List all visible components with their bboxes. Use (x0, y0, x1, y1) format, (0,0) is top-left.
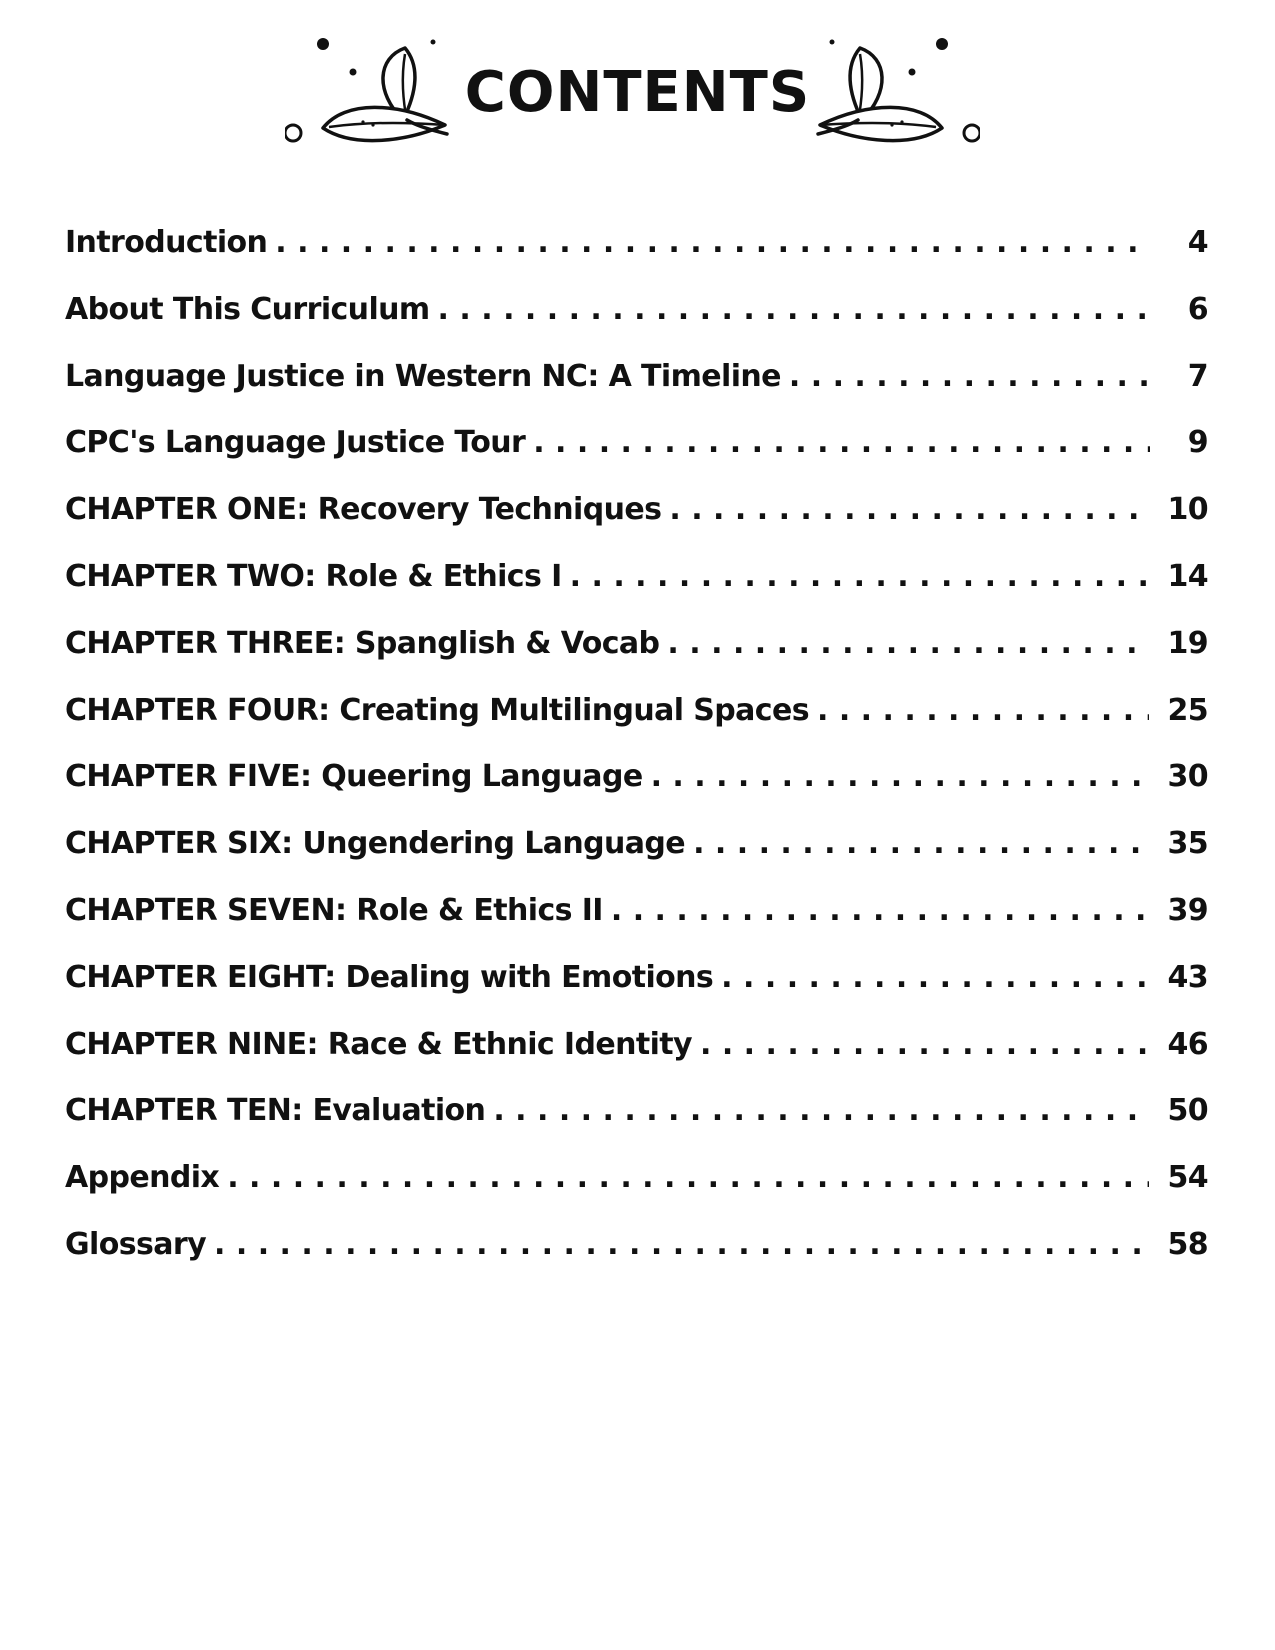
toc-page-number: 39 (1167, 892, 1208, 928)
toc-entry[interactable] (65, 492, 1208, 559)
toc-page-number: 30 (1167, 759, 1208, 795)
toc-page-number: 6 (1187, 291, 1208, 327)
toc-leader-dots (700, 1027, 1149, 1062)
toc-leader-dots (533, 425, 1150, 460)
toc-entry-title: Glossary (65, 1226, 207, 1262)
toc-entry[interactable] (65, 359, 1208, 426)
toc-entry[interactable] (65, 960, 1208, 1027)
toc-entry-title: CHAPTER SIX: Ungendering Language (65, 826, 686, 862)
toc-leader-dots (721, 960, 1149, 995)
toc-leader-dots (275, 225, 1150, 260)
toc-entry[interactable] (65, 1160, 1208, 1227)
toc-entry[interactable] (65, 693, 1208, 760)
toc-leader-dots (669, 492, 1149, 527)
toc-page-number: 25 (1167, 692, 1208, 728)
toc-leader-dots (651, 759, 1150, 794)
toc-leader-dots (214, 1227, 1149, 1262)
toc-entry[interactable] (65, 759, 1208, 826)
toc-entry[interactable] (65, 559, 1208, 626)
leaf-sprig-icon (810, 30, 980, 155)
toc-entry-title: CHAPTER ONE: Recovery Techniques (65, 492, 662, 528)
toc-page-number: 43 (1167, 959, 1208, 995)
toc-leader-dots (667, 626, 1149, 661)
toc-leader-dots (817, 693, 1149, 728)
toc-entry[interactable] (65, 425, 1208, 492)
toc-leader-dots (227, 1160, 1149, 1195)
toc-entry-title: Appendix (65, 1160, 220, 1196)
toc-entry-title: Language Justice in Western NC: A Timeline (65, 358, 781, 394)
page-title: CONTENTS (464, 60, 811, 125)
toc-entry-title: CPC's Language Justice Tour (65, 425, 526, 461)
toc-page-number: 14 (1167, 558, 1208, 594)
toc-entry-title: About This Curriculum (65, 291, 430, 327)
toc-entry[interactable] (65, 626, 1208, 693)
toc-entry-title: CHAPTER NINE: Race & Ethnic Identity (65, 1026, 692, 1062)
toc-entry-title: CHAPTER FOUR: Creating Multilingual Spaces (65, 692, 809, 728)
toc-leader-dots (438, 292, 1150, 327)
toc-entry-title: CHAPTER EIGHT: Dealing with Emotions (65, 959, 714, 995)
toc-leader-dots (493, 1093, 1149, 1128)
table-of-contents (65, 225, 1208, 1294)
toc-entry-title: CHAPTER FIVE: Queering Language (65, 759, 643, 795)
toc-page-number: 50 (1167, 1093, 1208, 1129)
toc-page-number: 46 (1167, 1026, 1208, 1062)
toc-leader-dots (693, 826, 1149, 861)
toc-entry-title: CHAPTER TEN: Evaluation (65, 1093, 486, 1129)
toc-entry-title: CHAPTER THREE: Spanglish & Vocab (65, 625, 660, 661)
toc-leader-dots (789, 359, 1150, 394)
toc-entry-title: Introduction (65, 225, 268, 260)
toc-page-number: 7 (1187, 358, 1208, 394)
toc-page-number: 4 (1187, 225, 1208, 260)
toc-page-number: 54 (1167, 1160, 1208, 1196)
toc-page-number: 58 (1167, 1226, 1208, 1262)
toc-leader-dots (570, 559, 1150, 594)
toc-entry-title: CHAPTER TWO: Role & Ethics I (65, 558, 562, 594)
toc-entry[interactable] (65, 826, 1208, 893)
toc-entry[interactable] (65, 1027, 1208, 1094)
toc-page-number: 19 (1167, 625, 1208, 661)
toc-page-number: 10 (1167, 492, 1208, 528)
toc-entry[interactable] (65, 1093, 1208, 1160)
toc-entry[interactable] (65, 1227, 1208, 1294)
toc-entry[interactable] (65, 225, 1208, 292)
toc-entry[interactable] (65, 292, 1208, 359)
toc-entry[interactable] (65, 893, 1208, 960)
contents-header (0, 0, 1275, 170)
toc-page-number: 9 (1187, 425, 1208, 461)
toc-entry-title: CHAPTER SEVEN: Role & Ethics II (65, 892, 603, 928)
toc-leader-dots (611, 893, 1150, 928)
toc-page-number: 35 (1167, 826, 1208, 862)
